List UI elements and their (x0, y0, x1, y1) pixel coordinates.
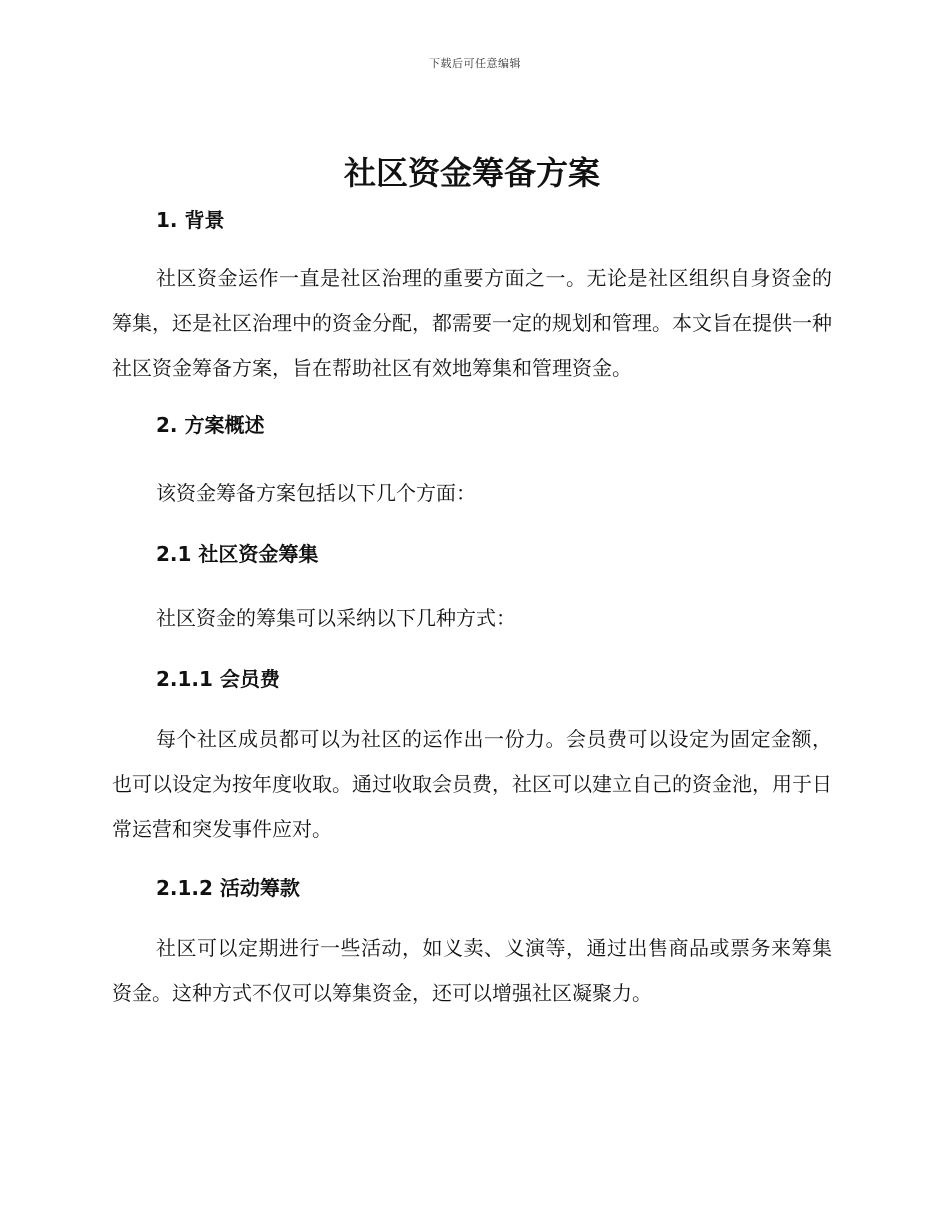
section-paragraph-event-fundraising: 社区可以定期进行一些活动，如义卖、义演等，通过出售商品或票务来筹集资金。这种方式不仅可以筹集资金，还可以增强社区凝聚力。 (112, 936, 832, 1005)
document-content (112, 150, 832, 1016)
header-note: 下载后可任意编辑 (429, 57, 521, 70)
section-heading-overview: 2. 方案概述 (156, 413, 265, 437)
section-heading-fundraising: 2.1 社区资金筹集 (156, 542, 319, 566)
section-heading-background: 1. 背景 (156, 208, 225, 232)
section-paragraph-background: 社区资金运作一直是社区治理的重要方面之一。无论是社区组织自身资金的筹集，还是社区治理中的资金分配，都需要一定的规划和管理。本文旨在提供一种社区资金筹备方案，旨在帮助社区有效地筹集和管理资金。 (112, 266, 832, 380)
section-heading-event-fundraising: 2.1.2 活动筹款 (156, 876, 300, 900)
section-paragraph-overview: 该资金筹备方案包括以下几个方面： (156, 481, 476, 505)
document-title: 社区资金筹备方案 (343, 154, 600, 192)
section-paragraph-membership-fee: 每个社区成员都可以为社区的运作出一份力。会员费可以设定为固定金额，也可以设定为按年度收取。通过收取会员费，社区可以建立自己的资金池，用于日常运营和突发事件应对。 (112, 727, 832, 841)
section-paragraph-fundraising: 社区资金的筹集可以采纳以下几种方式： (156, 606, 516, 630)
section-heading-membership-fee: 2.1.1 会员费 (156, 667, 280, 691)
